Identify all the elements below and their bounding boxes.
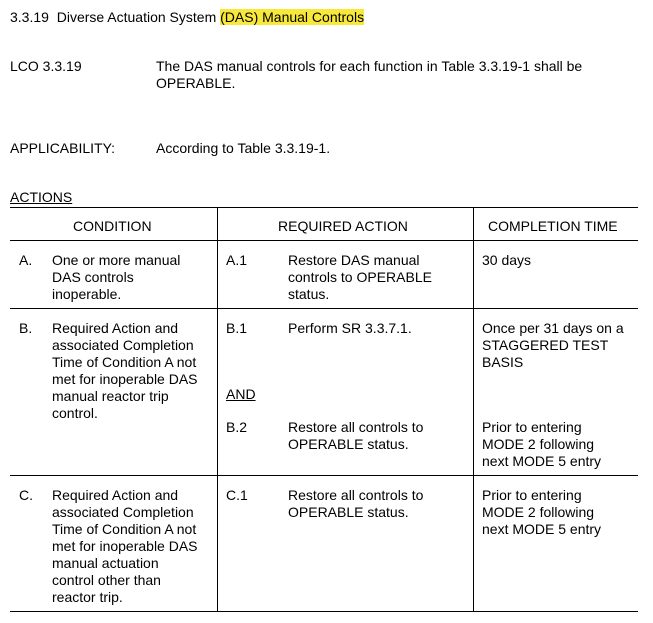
table-rule-bottom — [10, 611, 638, 612]
row-c-completion-time: Prior to entering MODE 2 following next MODE 5 entry — [482, 487, 602, 537]
section-title — [10, 9, 364, 26]
table-rule-row-b — [10, 475, 638, 476]
table-rule-header — [10, 240, 638, 241]
lco-text: The DAS manual controls for each function in Table 3.3.19-1 shall be OPERABLE. — [156, 58, 583, 91]
row-b-action-2-completion-time: Prior to entering MODE 2 following next MODE 5 entry — [482, 419, 602, 469]
actions-heading: ACTIONS — [10, 189, 73, 205]
row-c-letter: C. — [19, 487, 33, 503]
section-number: 3.3.19 — [10, 9, 49, 25]
row-b-action-1-id: B.1 — [226, 320, 248, 336]
section-title-text: Diverse Actuation System — [56, 9, 221, 25]
row-a-action-text: Restore DAS manual controls to OPERABLE status. — [288, 252, 432, 302]
row-b-and-connector: AND — [226, 386, 256, 402]
row-c-condition: Required Action and associated Completion Time of Condition A not met for inoperable DAS manual actuation control other than reactor trip. — [52, 487, 198, 605]
row-a-completion-time: 30 days — [482, 252, 532, 268]
header-completion-time: COMPLETION TIME — [488, 218, 618, 234]
row-b-action-1-completion-time: Once per 31 days on a STAGGERED TEST BASIS — [482, 320, 624, 370]
header-required-action: REQUIRED ACTION — [278, 218, 408, 234]
row-b-action-2-id: B.2 — [226, 419, 248, 435]
table-rule-row-a — [10, 308, 638, 309]
row-c-action-id: C.1 — [226, 487, 248, 503]
lco-label: LCO 3.3.19 — [10, 58, 82, 74]
row-a-letter: A. — [19, 252, 33, 268]
table-col-divider-2 — [473, 207, 474, 612]
row-c-action-text: Restore all controls to OPERABLE status. — [288, 487, 424, 520]
row-a-action-id: A.1 — [226, 252, 248, 268]
section-title-highlight: (DAS) Manual Controls — [220, 9, 365, 25]
header-condition: CONDITION — [73, 218, 152, 234]
table-col-divider-1 — [217, 207, 218, 612]
row-b-condition: Required Action and associated Completion Time of Condition A not met for inoperable DAS manual reactor trip control. — [52, 320, 198, 421]
row-b-action-2-text: Restore all controls to OPERABLE status. — [288, 419, 424, 452]
row-a-condition: One or more manual DAS controls inoperable. — [52, 252, 181, 302]
row-b-action-1-text: Perform SR 3.3.7.1. — [288, 320, 412, 336]
applicability-text: According to Table 3.3.19-1. — [156, 140, 331, 156]
row-b-letter: B. — [19, 320, 33, 336]
table-rule-top — [10, 207, 638, 208]
applicability-label: APPLICABILITY: — [10, 140, 116, 156]
